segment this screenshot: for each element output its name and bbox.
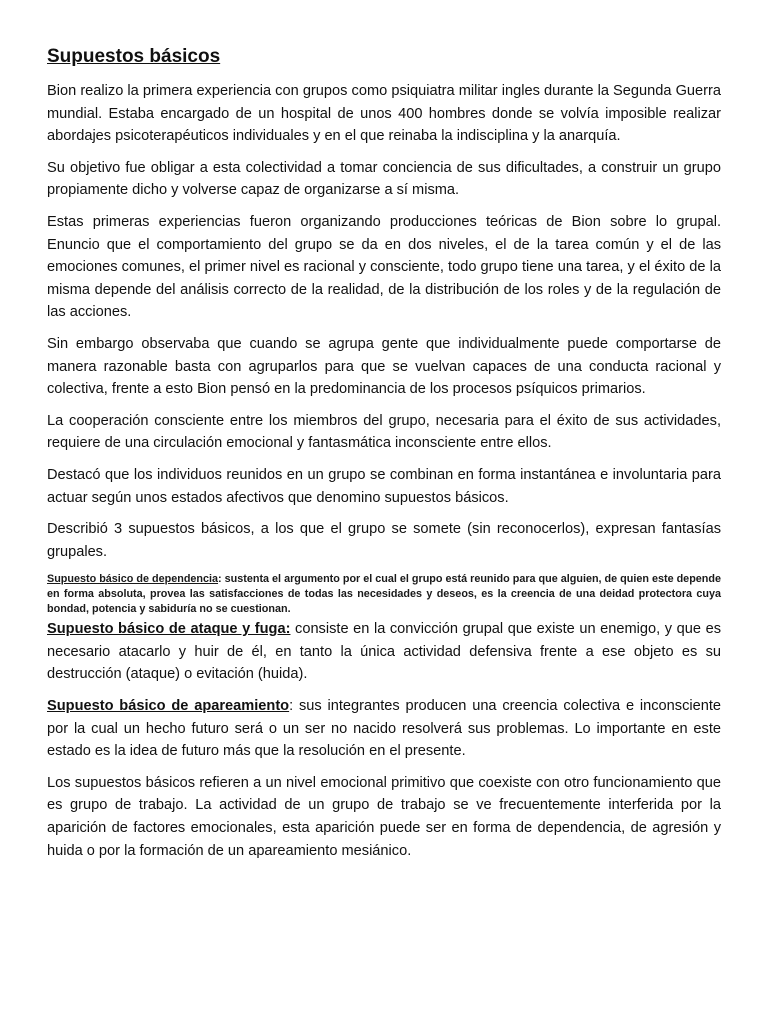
page-title: Supuestos básicos: [47, 46, 221, 67]
document-page: [47, 44, 721, 871]
text-ataque-fuga: consiste en la convicción grupal que existe un enemigo, y que es necesario atacarlo y huir de él, en tanto la única actividad defensiva frente a ese objeto es su destrucción (ataque) o evitación (huida).: [47, 621, 721, 683]
paragraph-apareamiento: [47, 695, 721, 763]
term-apareamiento: Supuesto básico de apareamiento: [47, 698, 290, 715]
paragraph-cooperation: La cooperación consciente entre los miembros del grupo, necesaria para el éxito de sus actividades, requiere de una circulación emocional y fantasmática inconsciente entre ellos.: [47, 412, 721, 452]
paragraph-objective: Su objetivo fue obligar a esta colectividad a tomar conciencia de sus dificultades, a construir un grupo propiamente dicho y volverse capaz de organizarse a sí misma.: [47, 159, 721, 199]
paragraph-dependencia: [47, 572, 721, 617]
term-ataque-fuga: Supuesto básico de ataque y fuga:: [47, 621, 291, 638]
paragraph-three-assumptions: Describió 3 supuestos básicos, a los que el grupo se somete (sin reconocerlos), expresan fantasías grupales.: [47, 521, 721, 560]
text-dependencia: : sustenta el argumento por el cual el grupo está reunido para que alguien, de quien este depende en forma absoluta, provea las satisfacciones de todas las necesidades y deseos, es la creencia de una deidad protectora cuya bondad, potencia y sabiduría no se cuestionan.: [47, 573, 721, 616]
term-dependencia: Supuesto básico de dependencia: [47, 573, 219, 586]
paragraph-theoretical-productions: Estas primeras experiencias fueron organizando producciones teóricas de Bion sobre lo grupal. Enuncio que el comportamiento del grupo se da en dos niveles, el de la tarea común y el de las emociones comunes, el primer nivel es racional y consciente, todo grupo tiene una tarea, y el éxito de la misma depende del análisis correcto de la realidad, de la distribución de los roles y de la regulación de las acciones.: [47, 213, 721, 321]
paragraph-affective-states: Destacó que los individuos reunidos en un grupo se combinan en forma instantánea e involuntaria para actuar según unos estados afectivos que denomino supuestos básicos.: [47, 466, 721, 506]
paragraph-bion-experience: Bion realizo la primera experiencia con grupos como psiquiatra militar ingles durante la Segunda Guerra mundial. Estaba encargado de un hospital de unos 400 hombres donde se volvía imposible realizar abordajes psicoterapéuticos individuales y en el que reinaba la indisciplina y la anarquía.: [47, 83, 721, 145]
text-apareamiento: : sus integrantes producen una creencia colectiva e inconsciente por la cual un hecho futuro será o un ser no nacido resolverá sus problemas. Lo importante en este estado es la idea de futuro más que la resolución en el presente.: [47, 698, 722, 760]
paragraph-ataque-fuga: [47, 618, 721, 686]
paragraph-conclusion: Los supuestos básicos refieren a un nivel emocional primitivo que coexiste con otro funcionamiento que es grupo de trabajo. La actividad de un grupo de trabajo se ve frecuentemente interferida por la aparición de factores emocionales, esta aparición puede ser en forma de dependencia, de agresión y huida o por la formación de un apareamiento mesiánico.: [47, 774, 721, 859]
paragraph-primary-processes: Sin embargo observaba que cuando se agrupa gente que individualmente puede comportarse de manera razonable basta con agruparlos para que se vuelvan capaces de una conducta racional y colectiva, frente a esto Bion pensó en la predominancia de los procesos psíquicos primarios.: [47, 335, 721, 398]
